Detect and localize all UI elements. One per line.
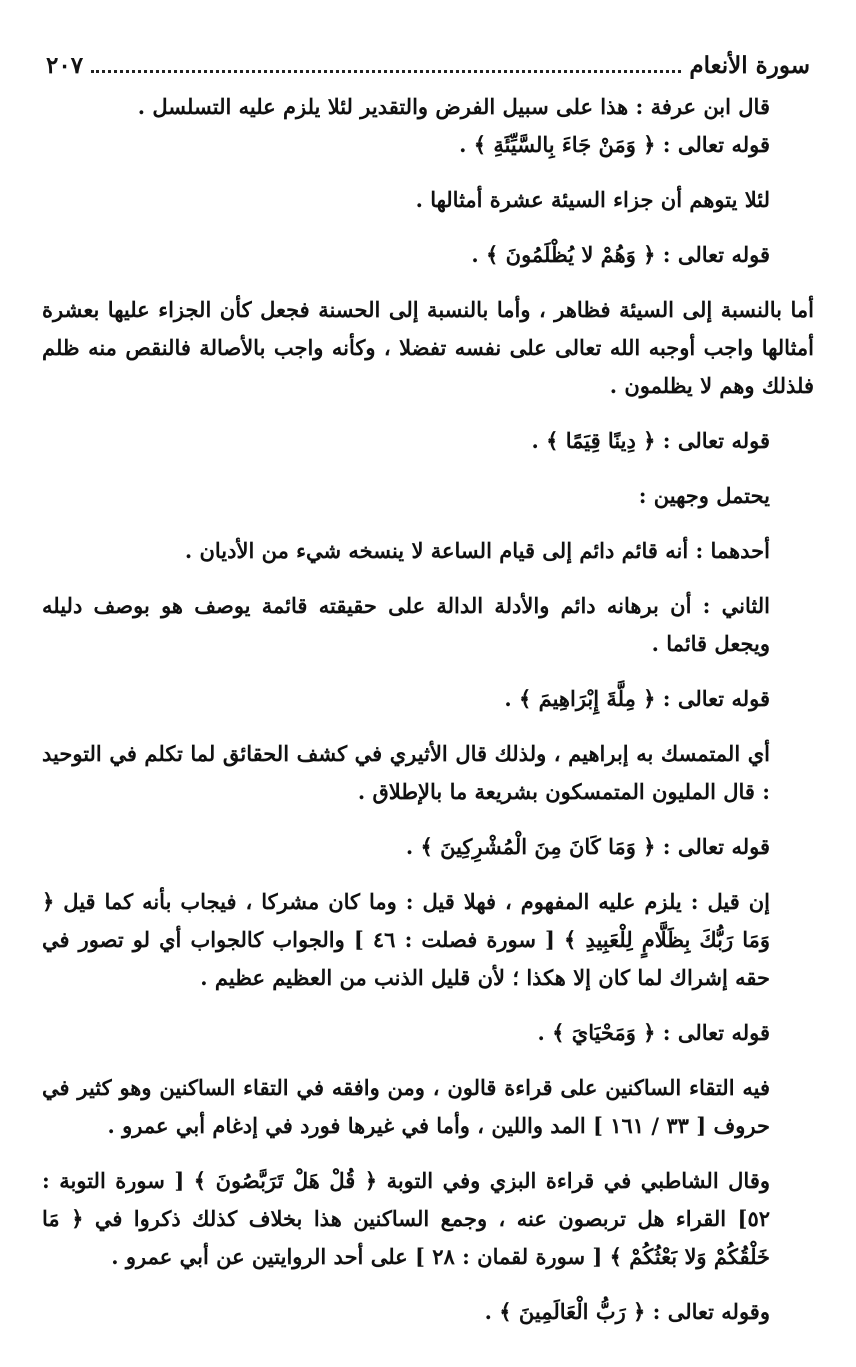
paragraph: الثاني : أن برهانه دائم والأدلة الدالة على حقيقته قائمة يوصف هو بوصف دليله ويجعل قائما . <box>42 593 770 656</box>
surah-title: سورة الأنعام <box>689 52 810 79</box>
paragraph: وقال الشاطبي في قراءة البزي وفي التوبة ﴿ قُلْ هَلْ تَرَبَّصُونَ ﴾ [ سورة التوبة : ٥٢] القراء هل تربصون عنه ، وجمع الساكنين هذا بخلاف كذلك ذكروا في ﴿ مَا خَلْقُكُمْ وَلا بَعْثُكُمْ ﴾ [ سورة لقمان : ٢٨ ] على أحد الروايتين عن أبي عمرو . <box>42 1168 770 1269</box>
paragraph: أحدهما : أنه قائم دائم إلى قيام الساعة لا ينسخه شيء من الأديان . <box>184 538 770 563</box>
page-number: ٢٠٧ <box>46 52 84 79</box>
paragraph: أما بالنسبة إلى السيئة فظاهر ، وأما بالنسبة إلى الحسنة فجعل كأن الجزاء عليها بعشرة أمثالها واجب أوجبه الله تعالى على نفسه تفضلا ، وكأنه واجب بالأصالة فالنقص منه ظلم فلذلك وهم لا يظلمون . <box>42 297 814 398</box>
paragraph-ibn-arafa: قال ابن عرفة : هذا على سبيل الفرض والتقدير لئلا يلزم عليه التسلسل . <box>137 94 770 119</box>
verse-heading: وقوله تعالى : ﴿ رَبُّ الْعَالَمِينَ ﴾ . <box>484 1299 770 1324</box>
verse-heading: قوله تعالى : ﴿ وَمَحْيَايَ ﴾ . <box>537 1020 770 1045</box>
paragraph: لئلا يتوهم أن جزاء السيئة عشرة أمثالها . <box>415 187 770 212</box>
paragraph: فيه التقاء الساكنين على قراءة قالون ، ومن وافقه في التقاء الساكنين وهو كثير في حروف [ ٣٣ / ١٦١ ] المد واللين ، وأما في غيرها فورد في إدغام أبي عمرو . <box>42 1075 770 1138</box>
verse-heading: قوله تعالى : ﴿ مِلَّةَ إِبْرَاهِيمَ ﴾ . <box>504 686 770 711</box>
page-body <box>42 88 814 1331</box>
paragraph: أي المتمسك به إبراهيم ، ولذلك قال الأثيري في كشف الحقائق لما تكلم في التوحيد : قال المليون المتمسكون بشريعة ما بالإطلاق . <box>42 741 770 804</box>
verse-heading: قوله تعالى : ﴿ دِينًا قِيَمًا ﴾ . <box>531 428 770 453</box>
header-leader-dots <box>91 69 681 73</box>
verse-heading: قوله تعالى : ﴿ وَمَا كَانَ مِنَ الْمُشْرِكِينَ ﴾ . <box>405 834 770 859</box>
running-header <box>42 52 814 80</box>
verse-heading: قوله تعالى : ﴿ وَمَنْ جَاءَ بِالسَّيِّئَةِ ﴾ . <box>459 132 770 157</box>
paragraph: يحتمل وجهين : <box>638 483 770 508</box>
paragraph: إن قيل : يلزم عليه المفهوم ، فهلا قيل : وما كان مشركا ، فيجاب بأنه كما قيل ﴿ وَمَا رَبُّكَ بِظَلَّامٍ لِلْعَبِيدِ ﴾ [ سورة فصلت : ٤٦ ] والجواب كالجواب أي لو تصور في حقه إشراك لما كان إلا هكذا ؛ لأن قليل الذنب من العظيم عظيم . <box>42 889 770 990</box>
verse-heading: قوله تعالى : ﴿ وَهُمْ لا يُظْلَمُونَ ﴾ . <box>471 242 770 267</box>
